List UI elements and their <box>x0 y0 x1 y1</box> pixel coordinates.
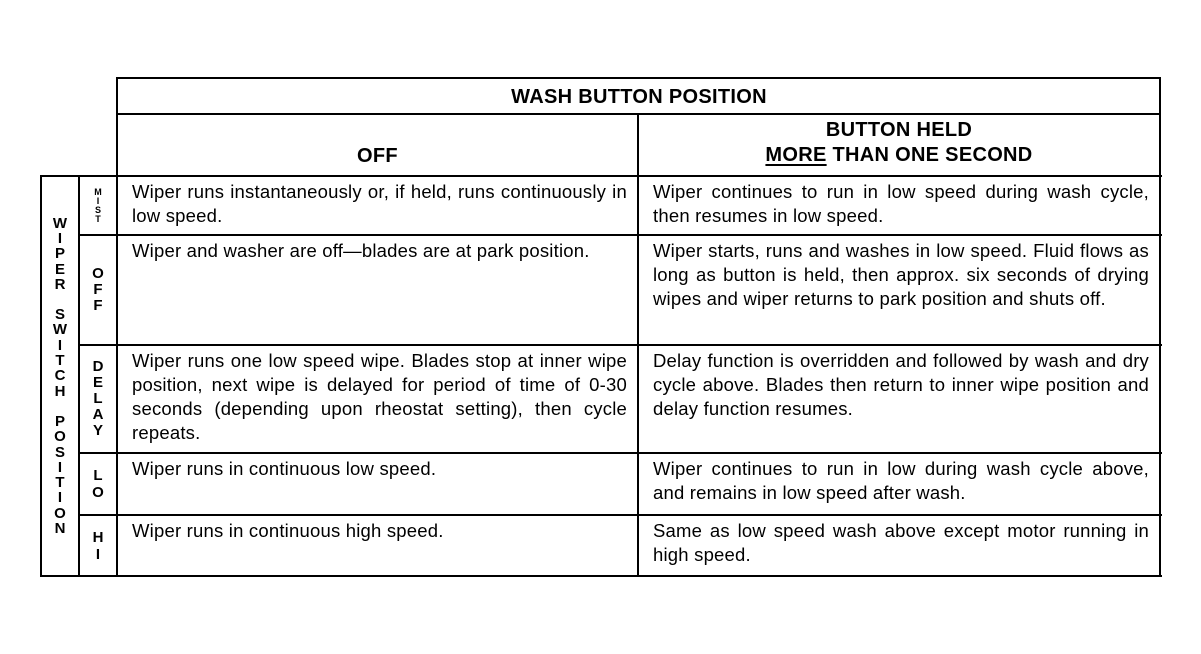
cell-off-held: Wiper starts, runs and washes in low speed. Fluid flows as long as button is held, then approx. six seconds of drying wipes and wiper returns to park position and shuts off. <box>653 240 1149 309</box>
emphasis-more: MORE <box>765 144 827 166</box>
letter: C <box>54 367 66 385</box>
column-header-held <box>639 115 1159 175</box>
table-title: WASH BUTTON POSITION <box>511 85 767 108</box>
rule <box>40 575 1162 577</box>
letter: L <box>93 390 103 407</box>
letter: H <box>54 382 66 400</box>
letter: I <box>57 229 63 247</box>
letter: Y <box>92 422 103 439</box>
letter: E <box>54 260 65 278</box>
column-header-held-rest: THAN ONE SECOND <box>826 144 1033 166</box>
letter: I <box>57 489 63 507</box>
row-label-delay <box>80 346 116 452</box>
letter: I <box>57 458 63 476</box>
cell-lo-held: Wiper continues to run in low during wash cycle above, and remains in low speed after wash. <box>653 458 1149 503</box>
rule <box>1159 77 1161 577</box>
letter: W <box>52 321 68 339</box>
cell-off-off: Wiper and washer are off—blades are at park position. <box>132 240 590 261</box>
letter: N <box>54 520 66 538</box>
letter: O <box>54 428 66 446</box>
letter: I <box>96 195 100 206</box>
row-label-lo <box>80 454 116 514</box>
column-header-off-label: OFF <box>357 145 398 167</box>
letter: H <box>92 528 104 546</box>
letter: D <box>92 358 104 375</box>
letter: F <box>93 281 103 298</box>
letter: L <box>93 467 103 484</box>
column-header-held-line1: BUTTON HELD <box>825 119 973 141</box>
letter: S <box>94 204 101 215</box>
letter: T <box>95 213 101 224</box>
letter: O <box>92 265 104 282</box>
letter: M <box>94 186 102 197</box>
letter: I <box>57 336 63 354</box>
column-header-off <box>118 115 637 175</box>
row-label-hi <box>80 516 116 575</box>
cell-delay-off: Wiper runs one low speed wipe. Blades stop at inner wipe position, next wipe is delayed for period of time of 0-30 seconds (depending upon rheostat setting), then cycle repeats. <box>132 350 627 443</box>
letter: S <box>54 443 65 461</box>
letter: R <box>54 275 66 293</box>
letter: S <box>54 306 65 324</box>
letter: O <box>54 504 66 522</box>
letter: T <box>55 474 65 492</box>
letter: W <box>52 214 68 232</box>
letter: A <box>92 406 104 423</box>
column-header-held-line2 <box>765 143 1032 168</box>
row-label-off <box>80 236 116 344</box>
cell-delay-held: Delay function is overridden and followed by wash and dry cycle above. Blades then return to inner wipe position and delay function resumes. <box>653 350 1149 419</box>
row-label-mist <box>80 177 116 234</box>
letter: P <box>54 412 65 430</box>
cell-hi-held: Same as low speed wash above except motor running in high speed. <box>653 520 1149 565</box>
cell-mist-held: Wiper continues to run in low speed during wash cycle, then resumes in low speed. <box>653 181 1149 226</box>
letter: I <box>95 545 101 563</box>
letter: F <box>93 297 103 314</box>
letter: E <box>92 374 103 391</box>
letter: T <box>55 352 65 370</box>
cell-mist-off: Wiper runs instantaneously or, if held, runs continuously in low speed. <box>132 181 627 226</box>
letter: O <box>92 484 104 501</box>
wiper-switch-position-label <box>42 177 78 575</box>
cell-lo-off: Wiper runs in continuous low speed. <box>132 458 437 479</box>
cell-hi-off: Wiper runs in continuous high speed. <box>132 520 444 541</box>
letter: P <box>54 245 65 263</box>
